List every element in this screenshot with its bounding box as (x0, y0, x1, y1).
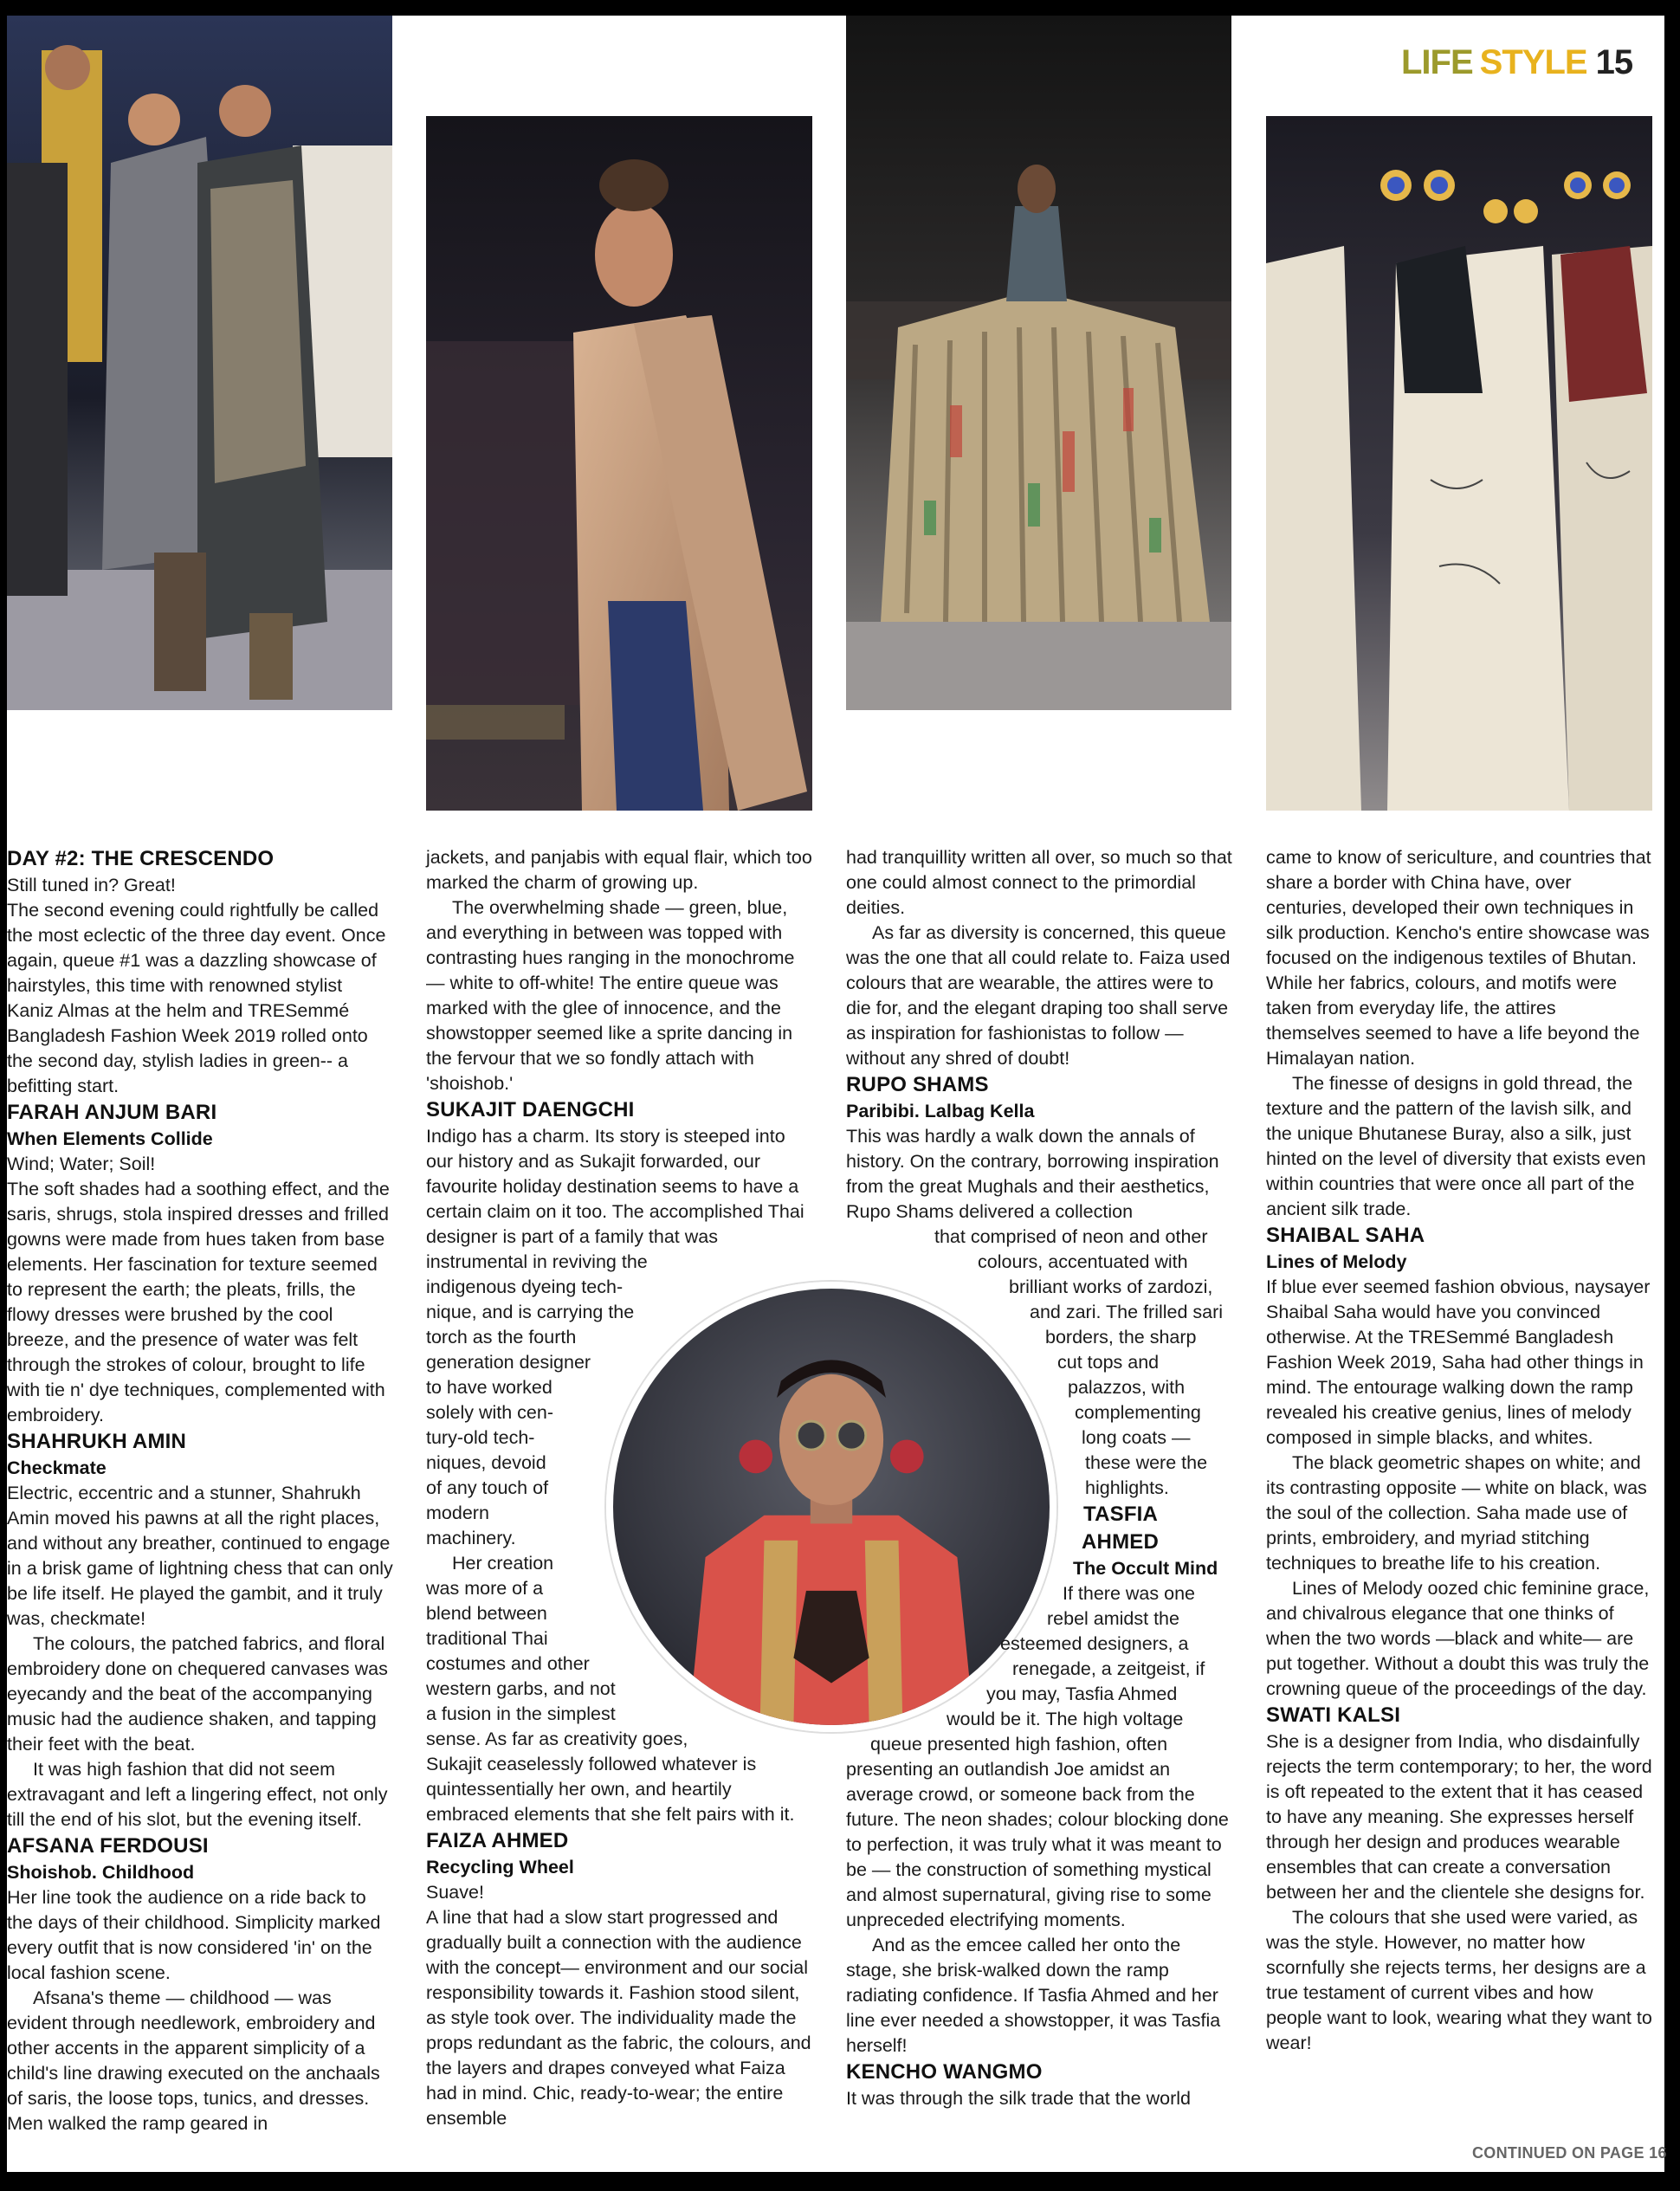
text-line: brilliant works of zardozi, (1009, 1276, 1213, 1297)
text-line: niques, devoid (426, 1452, 546, 1473)
heading-farah-anjum-bari: FARAH ANJUM BARI (7, 1101, 217, 1124)
text-line: highlights. (1085, 1477, 1169, 1498)
col3-para-4: presenting an outlandish Joe amidst an average crowd, or someone back from the future. The neon shades; colour blocking done to perfection, it was truly what it was meant to be — the construction of something mystical and almost supernatural, giving rise to some unpreceded electrifying moments. (846, 1759, 1229, 1930)
text-line: western garbs, and not (426, 1678, 616, 1699)
right-border (1664, 0, 1680, 2191)
left-border (0, 0, 7, 2191)
text-line: tury-old tech- (426, 1427, 535, 1448)
col3-wrap-1 (846, 1225, 1232, 1501)
col2-para-5: Suave! (426, 1882, 484, 1903)
col1-para-6: The colours, the patched fabrics, and floral embroidery done on chequered canvases was eyecandy and the beat of the accompanying music had the audience shaken, and tapping their feet with the beat. (7, 1633, 388, 1755)
runway-photo-3 (846, 16, 1231, 710)
text-line: that comprised of neon and other (934, 1226, 1208, 1247)
article-column-3 (846, 845, 1232, 2111)
col2-para-4: Sukajit ceaselessly followed whatever is quintessentially her own, and heartily embraced elements that she felt pairs with it. (426, 1754, 795, 1825)
subheading-tasfia: The Occult Mind (1073, 1558, 1218, 1579)
col3-para-3: This was hardly a walk down the annals of history. On the contrary, borrowing inspiration from the great Mughals and their aesthetics, Rupo Shams delivered a collection (846, 1126, 1219, 1222)
article-column-2 (426, 845, 812, 2131)
article-column-1 (7, 845, 393, 2136)
heading-afsana-ferdousi: AFSANA FERDOUSI (7, 1834, 209, 1858)
subheading-rupo: Paribibi. Lalbag Kella (846, 1101, 1035, 1121)
text-line: a fusion in the simplest (426, 1703, 616, 1724)
text-line: would be it. The high voltage (947, 1709, 1184, 1729)
text-line: If there was one (1063, 1583, 1195, 1604)
col4-para-6: She is a designer from India, who disdainfully rejects the term contemporary; to her, the word is oft repeated to the extent that it has ceased to have any meaning. She expresses herself through her design and produces wearable ensembles that can create a conversation between her and the clientele she designs for. (1266, 1731, 1652, 1903)
text-line: cut tops and (1057, 1352, 1160, 1373)
text-line: to have worked (426, 1377, 552, 1398)
text-line: queue presented high fashion, often (870, 1734, 1168, 1755)
col4-para-2: The finesse of designs in gold thread, the texture and the pattern of the lavish silk, and the unique Bhutanese Buray, also a silk, just hinted on the level of diversity that exists even within countries that were once all part of the ancient silk trade. (1266, 1073, 1646, 1219)
text-line: sense. As far as creativity goes, (426, 1729, 688, 1749)
heading-shaibal-saha: SHAIBAL SAHA (1266, 1224, 1425, 1247)
heading-swati-kalsi: SWATI KALSI (1266, 1703, 1401, 1727)
col3-wrap-2 (846, 1581, 1232, 1757)
col1-para-1: Still tuned in? Great! (7, 875, 176, 895)
text-line: rebel amidst the (1047, 1608, 1179, 1629)
subheading-shaibal: Lines of Melody (1266, 1251, 1407, 1272)
text-line: solely with cen- (426, 1402, 553, 1423)
text-line: blend between (426, 1603, 547, 1624)
text-line: Her creation (452, 1553, 554, 1574)
text-line: modern (426, 1503, 489, 1523)
heading-rupo-shams: RUPO SHAMS (846, 1073, 989, 1096)
text-line: you may, Tasfia Ahmed (986, 1684, 1178, 1704)
text-line: nique, and is carrying the (426, 1302, 635, 1322)
runway-photo-4 (1266, 116, 1652, 811)
text-line: palazzos, with (1068, 1377, 1186, 1398)
col1-para-3: Wind; Water; Soil! (7, 1154, 156, 1174)
heading-tasfia: TASFIA (1083, 1503, 1159, 1526)
bottom-border (0, 2172, 1680, 2191)
text-line: and zari. The frilled sari (1030, 1302, 1224, 1322)
col2-para-6: A line that had a slow start progressed and gradually built a connection with the audience with the concept— environment and our social responsibility towards it. Fashion stood silent, as style took over. The individuality made the props redundant as the fabric, the colours, and the layers and drapes conveyed what Faiza had in mind. Chic, ready-to-wear; the entire ensemble (426, 1907, 811, 2129)
subheading-faiza: Recycling Wheel (426, 1857, 574, 1878)
text-line: these were the (1085, 1452, 1208, 1473)
col4-para-5: Lines of Melody oozed chic feminine grace, and chivalrous elegance that one thinks of when the two words —black and white— are put together. Without a doubt this was truly the crowning queue of the proceedings of the day. (1266, 1578, 1650, 1699)
col4-para-1: came to know of sericulture, and countries that share a border with China have, over centuries, developed their own techniques in silk production. Kencho's entire showcase was focused on the indigenous textiles of Bhutan. While her fabrics, colours, and motifs were taken from everyday life, the attires themselves seemed to have a life beyond the Himalayan nation. (1266, 847, 1651, 1069)
col2-wrap-1 (426, 1250, 812, 1551)
heading-faiza-ahmed: FAIZA AHMED (426, 1829, 569, 1852)
runway-photo-1-image (7, 16, 392, 710)
text-line: instrumental in reviving the (426, 1251, 648, 1272)
masthead-life: LIFE (1401, 43, 1473, 81)
section-masthead (1401, 43, 1632, 87)
col3-para-2: As far as diversity is concerned, this queue was the one that all could relate to. Faiza used colours that are wearable, the attires were to die for, and the elegant draping too shall serve as inspiration for fashionistas to follow — without any shred of doubt! (846, 922, 1231, 1069)
col4-para-7: The colours that she used were varied, as was the style. However, no matter how scornfully she rejects terms, her designs are a true testament of current vibes and how people want to look, wearing what they want to wear! (1266, 1907, 1652, 2053)
text-line: traditional Thai (426, 1628, 548, 1649)
text-line: complementing (1075, 1402, 1201, 1423)
text-line: esteemed designers, a (1000, 1633, 1189, 1654)
col1-para-9: Afsana's theme — childhood — was evident through needlework, embroidery and other accents in the apparent simplicity of a child's line drawing executed on the anchaals of saris, the loose tops, tunics, and dresses. Men walked the ramp geared in (7, 1987, 380, 2134)
text-line: colours, accentuated with (978, 1251, 1188, 1272)
text-line: long coats — (1082, 1427, 1191, 1448)
subheading-shahrukh: Checkmate (7, 1457, 107, 1478)
col1-para-2: The second evening could rightfully be called the most eclectic of the three day event. Once again, queue #1 was a dazzling showcase of hairstyles, this time with renowned stylist Kaniz Almas at the helm and TRESemmé Bangladesh Fashion Week 2019 rolled onto the second day, stylish ladies in green-- a befitting start. (7, 900, 386, 1096)
text-line: machinery. (426, 1528, 516, 1548)
text-line: of any touch of (426, 1477, 549, 1498)
heading-shahrukh-amin: SHAHRUKH AMIN (7, 1430, 187, 1453)
text-line: generation designer (426, 1352, 591, 1373)
col2-wrap-2 (426, 1551, 812, 1752)
col2-para-3: Indigo has a charm. Its story is steeped into our history and as Sukajit forwarded, our favourite holiday destination seems to have a certain claim on it too. The accomplished Thai designer is part of a family that was (426, 1126, 804, 1247)
subheading-afsana: Shoishob. Childhood (7, 1862, 195, 1883)
page-number: 15 (1595, 43, 1633, 81)
col4-para-3: If blue ever seemed fashion obvious, naysayer Shaibal Saha would have you convinced otherwise. At the TRESemmé Bangladesh Fashion Week 2019, Saha had other things in mind. The entourage walking down the ramp revealed his creative genius, lines of melody composed in simple blacks, and whites. (1266, 1276, 1651, 1448)
col3-para-6: It was through the silk trade that the world (846, 2088, 1191, 2109)
col1-para-8: Her line took the audience on a ride back to the days of their childhood. Simplicity marked every outfit that is now considered 'in' on the local fashion scene. (7, 1887, 381, 1983)
text-line: was more of a (426, 1578, 544, 1599)
runway-photo-1 (7, 16, 392, 710)
heading-ahmed: AHMED (1082, 1530, 1159, 1554)
subheading-farah: When Elements Collide (7, 1128, 213, 1149)
runway-photo-4-image (1266, 116, 1652, 811)
text-line: costumes and other (426, 1653, 590, 1674)
col1-para-4: The soft shades had a soothing effect, and the saris, shrugs, stola inspired dresses and frilled gowns were made from hues taken from base elements. Her fascination for texture seemed to represent the earth; the pleats, frills, the flowy dresses were brushed by the cool breeze, and the presence of water was felt through the strokes of colour, brought to life with tie n' dye techniques, complemented with embroidery. (7, 1179, 390, 1425)
text-line: indigenous dyeing tech- (426, 1276, 624, 1297)
article-column-4 (1266, 845, 1652, 2056)
continued-note: CONTINUED ON PAGE 16 (1472, 2144, 1667, 2162)
heading-day-2: DAY #2: THE CRESCENDO (7, 847, 275, 870)
runway-photo-2 (426, 116, 812, 811)
col1-para-7: It was high fashion that did not seem extravagant and left a lingering effect, not only till the end of his slot, but the evening itself. (7, 1759, 388, 1830)
text-line: torch as the fourth (426, 1327, 577, 1348)
col2-para-1: jackets, and panjabis with equal flair, which too marked the charm of growing up. (426, 847, 812, 893)
col3-para-5: And as the emcee called her onto the stage, she brisk-walked down the ramp radiating confidence. If Tasfia Ahmed and her line ever needed a showstopper, it was Tasfia herself! (846, 1935, 1221, 2056)
heading-sukajit-daengchi: SUKAJIT DAENGCHI (426, 1098, 635, 1121)
top-border (0, 0, 1680, 16)
masthead-style: STYLE (1479, 43, 1587, 81)
text-line: renegade, a zeitgeist, if (1012, 1658, 1205, 1679)
heading-kencho-wangmo: KENCHO WANGMO (846, 2060, 1043, 2084)
text-line: borders, the sharp (1045, 1327, 1197, 1348)
runway-photo-3-image (846, 16, 1231, 710)
col4-para-4: The black geometric shapes on white; and its contrasting opposite — white on black, was the soul of the collection. Saha made use of prints, embroidery, and myriad stitching techniques to breathe life to his creation. (1266, 1452, 1647, 1574)
runway-photo-2-image (426, 116, 812, 811)
col2-para-2: The overwhelming shade — green, blue, and everything in between was topped with contrasting hues ranging in the monochrome — white to off-white! The entire queue was marked with the glee of innocence, and the showstopper seemed like a sprite dancing in the fervour that we so fondly attach with 'shoishob.' (426, 897, 795, 1094)
col1-para-5: Electric, eccentric and a stunner, Shahrukh Amin moved his pawns at all the right places, and without any breather, continued to engage in a brisk game of lightning chess that can only be life itself. He played the gambit, and it truly was, checkmate! (7, 1483, 393, 1629)
col3-para-1: had tranquillity written all over, so much so that one could almost connect to the primordial deities. (846, 847, 1232, 918)
